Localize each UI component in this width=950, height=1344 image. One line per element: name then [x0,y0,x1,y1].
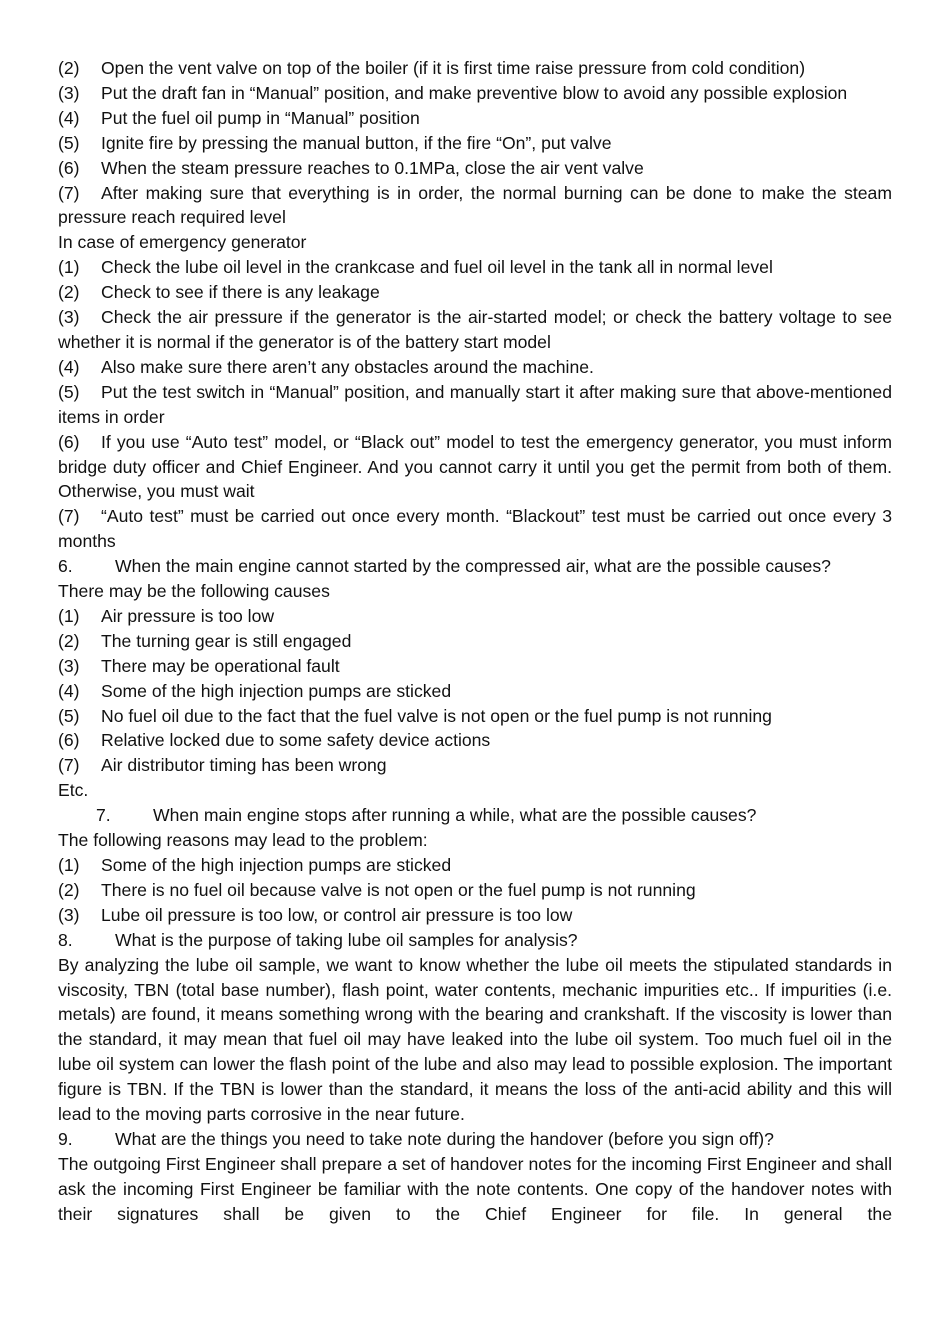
list-item [58,504,892,554]
question-number: 8. [58,929,73,950]
item-number: (7) [58,182,80,203]
item-number: (3) [58,904,80,925]
item-text: If you use “Auto test” model, or “Black out” model to test the emergency generator, you must inform bridge duty officer and Chief Engineer. And you cannot carry it until you get the permit from both of them. Otherwise, you must wait [58,431,892,502]
answer-intro: The following reasons may lead to the problem: [58,830,428,851]
question-text: What is the purpose of taking lube oil samples for analysis? [115,929,578,950]
item-number: (1) [58,855,80,875]
answer-paragraph: The outgoing First Engineer shall prepare a set of handover notes for the incoming First Engineer and shall ask the incoming First Engineer be familiar with the note contents. One copy of the handover notes with their signatures shall be given to the Chief Engineer for file. In general the [58,1153,892,1224]
question-heading [58,554,892,579]
list-item [58,106,892,131]
question-number: 9. [58,1128,73,1149]
list-item [58,355,892,380]
item-number: (5) [58,705,80,726]
item-text: Check to see if there is any leakage [101,282,380,303]
question-text: When main engine stops after running a while, what are the possible causes? [153,805,757,826]
item-text: Put the fuel oil pump in “Manual” position [101,107,420,128]
list-item [58,131,892,156]
item-number: (3) [58,655,80,676]
item-text: After making sure that everything is in order, the normal burning can be done to make the steam pressure reach required level [58,182,892,228]
list-item [58,181,892,231]
item-number: (4) [58,680,80,701]
list-item [58,305,892,355]
list-item [58,728,892,753]
emergency-steps-list [58,255,892,554]
item-number: (6) [58,431,80,452]
list-item [58,753,892,778]
question-heading [58,1127,892,1152]
item-text: Air pressure is too low [101,605,275,626]
list-item [58,604,892,629]
list-item [58,679,892,704]
question-heading [58,803,892,828]
list-item [58,255,892,280]
item-number: (1) [58,257,80,278]
section-heading: In case of emergency generator [58,232,307,253]
list-item [58,853,892,878]
list-item [58,430,892,505]
item-text: Put the draft fan in “Manual” position, and make preventive blow to avoid any possible explosion [101,82,848,103]
item-number: (2) [58,282,80,303]
item-number: (4) [58,356,80,377]
answer-paragraph: By analyzing the lube oil sample, we want to know whether the lube oil meets the stipulated standards in viscosity, TBN (total base number), flash point, water contents, mechanic impurities etc.. If impurities (i.e. metals) are found, it means something wrong with the bearing and crankshaft. If the viscosity is lower than the standard, it may mean that fuel oil may have leaked into the lube oil system. Too much fuel oil in the lube oil system can lower the flash point of the lube and also may lead to possible explosion. The important figure is TBN. If the TBN is lower than the standard, it means the loss of the anti-acid ability and this will lead to the moving parts corrosive in the near future. [58,954,892,1125]
item-text: Some of the high injection pumps are sticked [101,680,452,701]
list-item [58,629,892,654]
item-number: (7) [58,755,80,776]
item-number: (4) [58,107,80,128]
item-number: (5) [58,132,80,153]
item-text: There is no fuel oil because valve is not open or the fuel pump is not running [101,879,696,900]
item-text: Air distributor timing has been wrong [101,755,387,776]
item-text: Open the vent valve on top of the boiler (if it is first time raise pressure from cold condition) [101,58,806,78]
reasons-list [58,853,892,928]
causes-list [58,604,892,778]
list-item [58,156,892,181]
question-text: What are the things you need to take note during the handover (before you sign off)? [115,1128,774,1149]
list-item [58,380,892,430]
item-number: (1) [58,605,80,626]
list-item [58,704,892,729]
item-number: (3) [58,307,80,328]
item-number: (6) [58,730,80,751]
item-number: (2) [58,630,80,651]
list-item [58,878,892,903]
item-text: The turning gear is still engaged [101,630,352,651]
list-item [58,81,892,106]
item-text: Also make sure there aren’t any obstacles around the machine. [101,356,594,377]
item-number: (2) [58,58,80,78]
item-number: (2) [58,879,80,900]
question-number: 7. [96,805,111,826]
answer-outro: Etc. [58,780,89,801]
list-item [58,280,892,305]
document-page [58,56,892,1227]
question-number: 6. [58,556,73,577]
item-text: There may be operational fault [101,655,340,676]
item-text: Relative locked due to some safety device actions [101,730,491,751]
question-heading [58,928,892,953]
item-text: Lube oil pressure is too low, or control air pressure is too low [101,904,573,925]
item-text: Ignite fire by pressing the manual button, if the fire “On”, put valve [101,132,612,153]
item-number: (6) [58,157,80,178]
item-number: (5) [58,381,80,402]
item-text: Put the test switch in “Manual” position, and manually start it after making sure that above-mentioned items in order [58,381,892,427]
item-number: (7) [58,506,80,527]
boiler-steps-list [58,56,892,230]
item-number: (3) [58,82,80,103]
item-text: Check the air pressure if the generator is the air-started model; or check the battery voltage to see whether it is normal if the generator is of the battery start model [58,307,892,352]
list-item [58,56,892,81]
answer-intro: There may be the following causes [58,581,330,602]
item-text: No fuel oil due to the fact that the fuel valve is not open or the fuel pump is not running [101,705,772,726]
item-text: Check the lube oil level in the crankcase and fuel oil level in the tank all in normal level [101,257,773,278]
list-item [58,903,892,928]
question-text: When the main engine cannot started by the compressed air, what are the possible causes? [115,556,831,577]
item-text: Some of the high injection pumps are sticked [101,855,452,875]
list-item [58,654,892,679]
item-text: “Auto test” must be carried out once every month. “Blackout” test must be carried out once every 3 months [58,506,892,552]
item-text: When the steam pressure reaches to 0.1MPa, close the air vent valve [101,157,644,178]
